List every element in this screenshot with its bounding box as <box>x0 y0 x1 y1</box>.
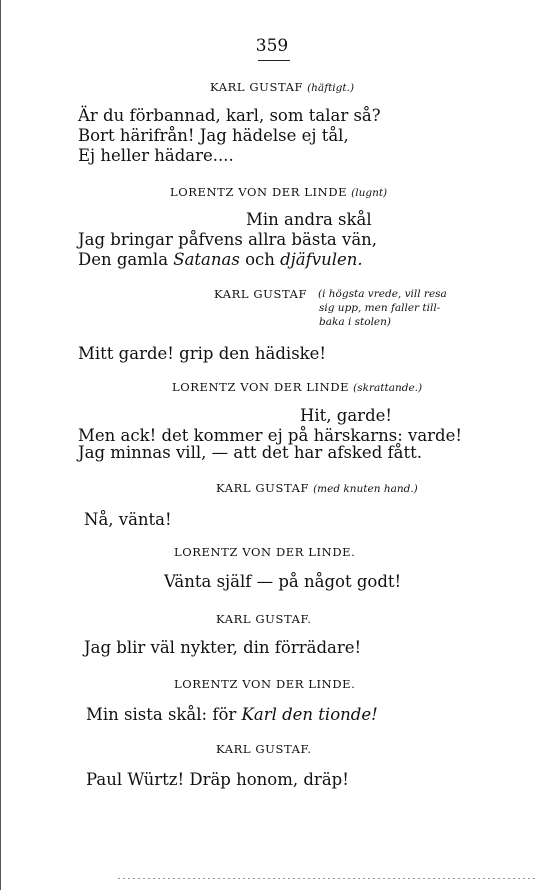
verse-line: Jag bringar påfvens allra bästa vän, <box>78 230 378 249</box>
stage-direction <box>318 287 447 329</box>
page-number: 359 <box>255 36 289 56</box>
speaker-name <box>216 481 418 495</box>
stage-direction-line: sig upp, men faller till- <box>319 302 441 314</box>
italic-name: Satanas <box>173 250 240 269</box>
speaker-name: KARL GUSTAF <box>214 287 308 301</box>
stage-direction-line: baka i stolen) <box>319 316 391 328</box>
speaker-name: LORENTZ VON DER LINDE. <box>174 677 356 691</box>
speaker-label: LORENTZ VON DER LINDE <box>170 185 348 199</box>
verse-line: Men ack! det kommer ej på härskarns: varde! <box>78 426 463 445</box>
text-segment: Min sista skål: för <box>86 705 242 724</box>
verse-line: Hit, garde! <box>300 406 393 425</box>
page-number-rule <box>258 60 290 61</box>
verse-line: Paul Würtz! Dräp honom, dräp! <box>86 770 349 789</box>
verse-line: Jag minnas vill, — att det har afsked fått. <box>78 443 422 462</box>
speaker-name: KARL GUSTAF. <box>216 612 312 626</box>
stage-direction: (skrattande.) <box>353 382 423 394</box>
speaker-label: KARL GUSTAF <box>216 481 310 495</box>
verse-line <box>78 250 363 270</box>
speaker-name: LORENTZ VON DER LINDE. <box>174 545 356 559</box>
speaker-name <box>210 80 354 94</box>
verse-line: Ej heller hädare.... <box>78 146 234 165</box>
italic-name: Karl den tionde! <box>241 705 378 724</box>
verse-line: Nå, vänta! <box>84 510 172 529</box>
verse-line: Vänta själf — på något godt! <box>164 572 402 591</box>
verse-line: Är du förbannad, karl, som talar så? <box>78 106 381 125</box>
page-bottom-edge <box>118 878 538 879</box>
verse-line <box>86 705 378 725</box>
stage-direction: (med knuten hand.) <box>313 483 418 495</box>
text-segment: Den gamla <box>78 250 174 269</box>
text-segment: och <box>239 250 281 269</box>
speaker-name <box>170 185 387 199</box>
stage-direction: (häftigt.) <box>307 82 355 94</box>
verse-line: Min andra skål <box>246 210 372 229</box>
speaker-label: LORENTZ VON DER LINDE <box>172 380 350 394</box>
verse-line: Mitt garde! grip den hädiske! <box>78 344 327 363</box>
speaker-name: KARL GUSTAF. <box>216 742 312 756</box>
stage-direction-line: (i högsta vrede, vill resa <box>318 288 447 300</box>
stage-direction: (lugnt) <box>351 187 388 199</box>
verse-line: Bort härifrån! Jag hädelse ej tål, <box>78 126 349 145</box>
verse-line: Jag blir väl nykter, din förrädare! <box>84 638 362 657</box>
speaker-name <box>172 380 422 394</box>
speaker-label: KARL GUSTAF <box>210 80 304 94</box>
italic-name: djäfvulen. <box>280 250 363 269</box>
page-edge <box>0 0 1 890</box>
